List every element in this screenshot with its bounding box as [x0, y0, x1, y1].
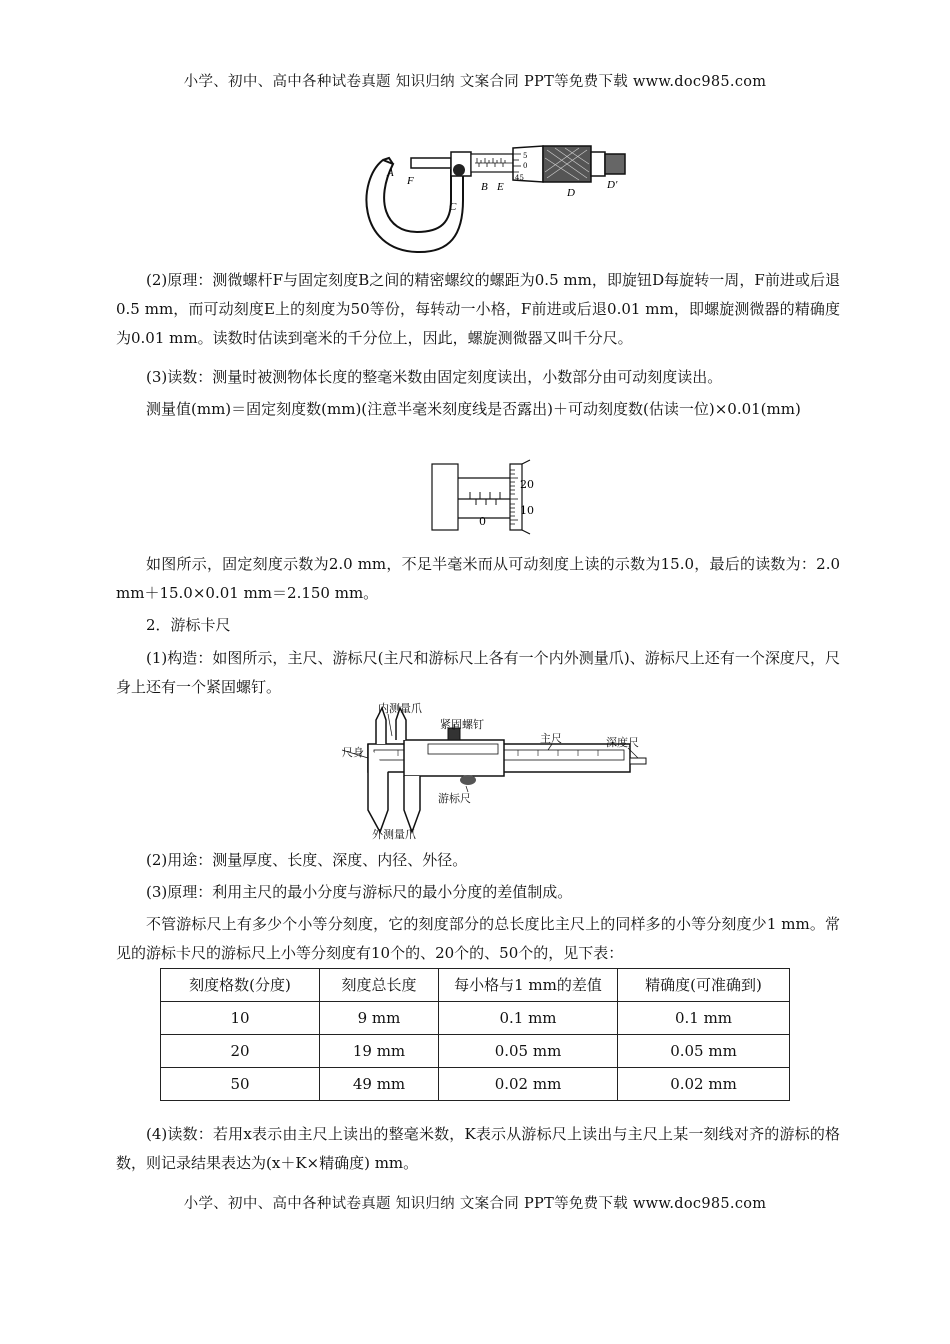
table-cell: 49 mm — [320, 1068, 439, 1101]
table-row — [161, 1002, 790, 1035]
label-C: C — [449, 201, 457, 213]
paragraph-example: 如图所示，固定刻度示数为2.0 mm，不足半毫米而从可动刻度上读的示数为15.0，最后的读数为：2.0 mm＋15.0×0.01 mm＝2.150 mm。 — [116, 555, 840, 602]
label-inner-jaw: 内测量爪 — [378, 702, 422, 715]
section-2-title: 2．游标卡尺 — [146, 616, 231, 634]
scale-zero: 0 — [479, 515, 486, 528]
table-cell: 9 mm — [320, 1002, 439, 1035]
table-cell: 0.05 mm — [439, 1035, 618, 1068]
label-F: F — [407, 175, 414, 187]
label-E: E — [497, 181, 504, 193]
label-D: D — [567, 187, 575, 199]
table-cell: 0.02 mm — [618, 1068, 790, 1101]
page-header: 小学、初中、高中各种试卷真题 知识归纳 文案合同 PPT等免费下载 www.doc985.com — [183, 74, 767, 90]
table-cell: 20 — [161, 1035, 320, 1068]
micrometer-figure — [355, 140, 635, 262]
scale-reading-figure — [430, 458, 560, 538]
table-header: 每小格与1 mm的差值 — [439, 969, 618, 1002]
scale-tick-10: 10 — [520, 504, 534, 517]
label-A: A — [387, 167, 394, 179]
table-cell: 10 — [161, 1002, 320, 1035]
drum-mark-0: 0 — [523, 162, 528, 170]
label-main-scale: 主尺 — [540, 732, 562, 745]
table-cell: 0.1 mm — [439, 1002, 618, 1035]
table-header-row — [161, 969, 790, 1002]
paragraph-formula: 测量值(mm)＝固定刻度数(mm)(注意半毫米刻度线是否露出)＋可动刻度数(估读一位)×0.01(mm) — [146, 400, 801, 418]
table-row — [161, 1035, 790, 1068]
paragraph-reading-2: (4)读数：若用x表示由主尺上读出的整毫米数，K表示从游标尺上读出与主尺上某一刻线对齐的游标的格数，则记录结果表达为(x＋K×精确度) mm。 — [116, 1125, 840, 1172]
paragraph-construct: (1)构造：如图所示，主尺、游标尺(主尺和游标尺上各有一个内外测量爪)、游标尺上还有一个深度尺，尺身上还有一个紧固螺钉。 — [116, 649, 840, 696]
page-footer: 小学、初中、高中各种试卷真题 知识归纳 文案合同 PPT等免费下载 www.doc985.com — [183, 1196, 767, 1212]
table-cell: 19 mm — [320, 1035, 439, 1068]
table-cell: 0.02 mm — [439, 1068, 618, 1101]
paragraph-principle-2: (3)原理：利用主尺的最小分度与游标尺的最小分度的差值制成。 — [146, 883, 573, 901]
table-header: 刻度格数(分度) — [161, 969, 320, 1002]
table-cell: 0.1 mm — [618, 1002, 790, 1035]
label-B: B — [481, 181, 488, 193]
label-outer-jaw: 外测量爪 — [372, 828, 416, 841]
label-body: 尺身 — [342, 746, 364, 759]
paragraph-reading: (3)读数：测量时被测物体长度的整毫米数由固定刻度读出，小数部分由可动刻度读出。 — [146, 368, 723, 386]
drum-mark-5: 5 — [523, 152, 528, 160]
caliper-figure — [338, 700, 648, 842]
vernier-table — [160, 968, 790, 1101]
paragraph-principle: (2)原理：测微螺杆F与固定刻度B之间的精密螺纹的螺距为0.5 mm，即旋钮D每旋转一周，F前进或后退0.5 mm，而可动刻度E上的刻度为50等份，每转动一小格，F前进或后退0.01 mm，即螺旋测微器的精确度为0.01 mm。读数时估读到毫米的千分位上，因此，螺旋测微器又叫千分尺。 — [116, 271, 840, 347]
table-cell: 0.05 mm — [618, 1035, 790, 1068]
label-Dprime: D′ — [607, 179, 618, 191]
label-lock-screw: 紧固螺钉 — [440, 718, 484, 731]
table-cell: 50 — [161, 1068, 320, 1101]
drum-mark-45: 45 — [515, 174, 524, 182]
table-header: 精确度(可准确到) — [618, 969, 790, 1002]
label-vernier: 游标尺 — [438, 792, 471, 805]
table-row — [161, 1068, 790, 1101]
paragraph-vernier: 不管游标尺上有多少个小等分刻度，它的刻度部分的总长度比主尺上的同样多的小等分刻度少1 mm。常见的游标卡尺的游标尺上小等分刻度有10个的、20个的、50个的，见下表： — [116, 915, 840, 962]
paragraph-use: (2)用途：测量厚度、长度、深度、内径、外径。 — [146, 851, 468, 869]
table-header: 刻度总长度 — [320, 969, 439, 1002]
label-depth-gauge: 深度尺 — [606, 736, 639, 749]
scale-tick-20: 20 — [520, 478, 534, 491]
